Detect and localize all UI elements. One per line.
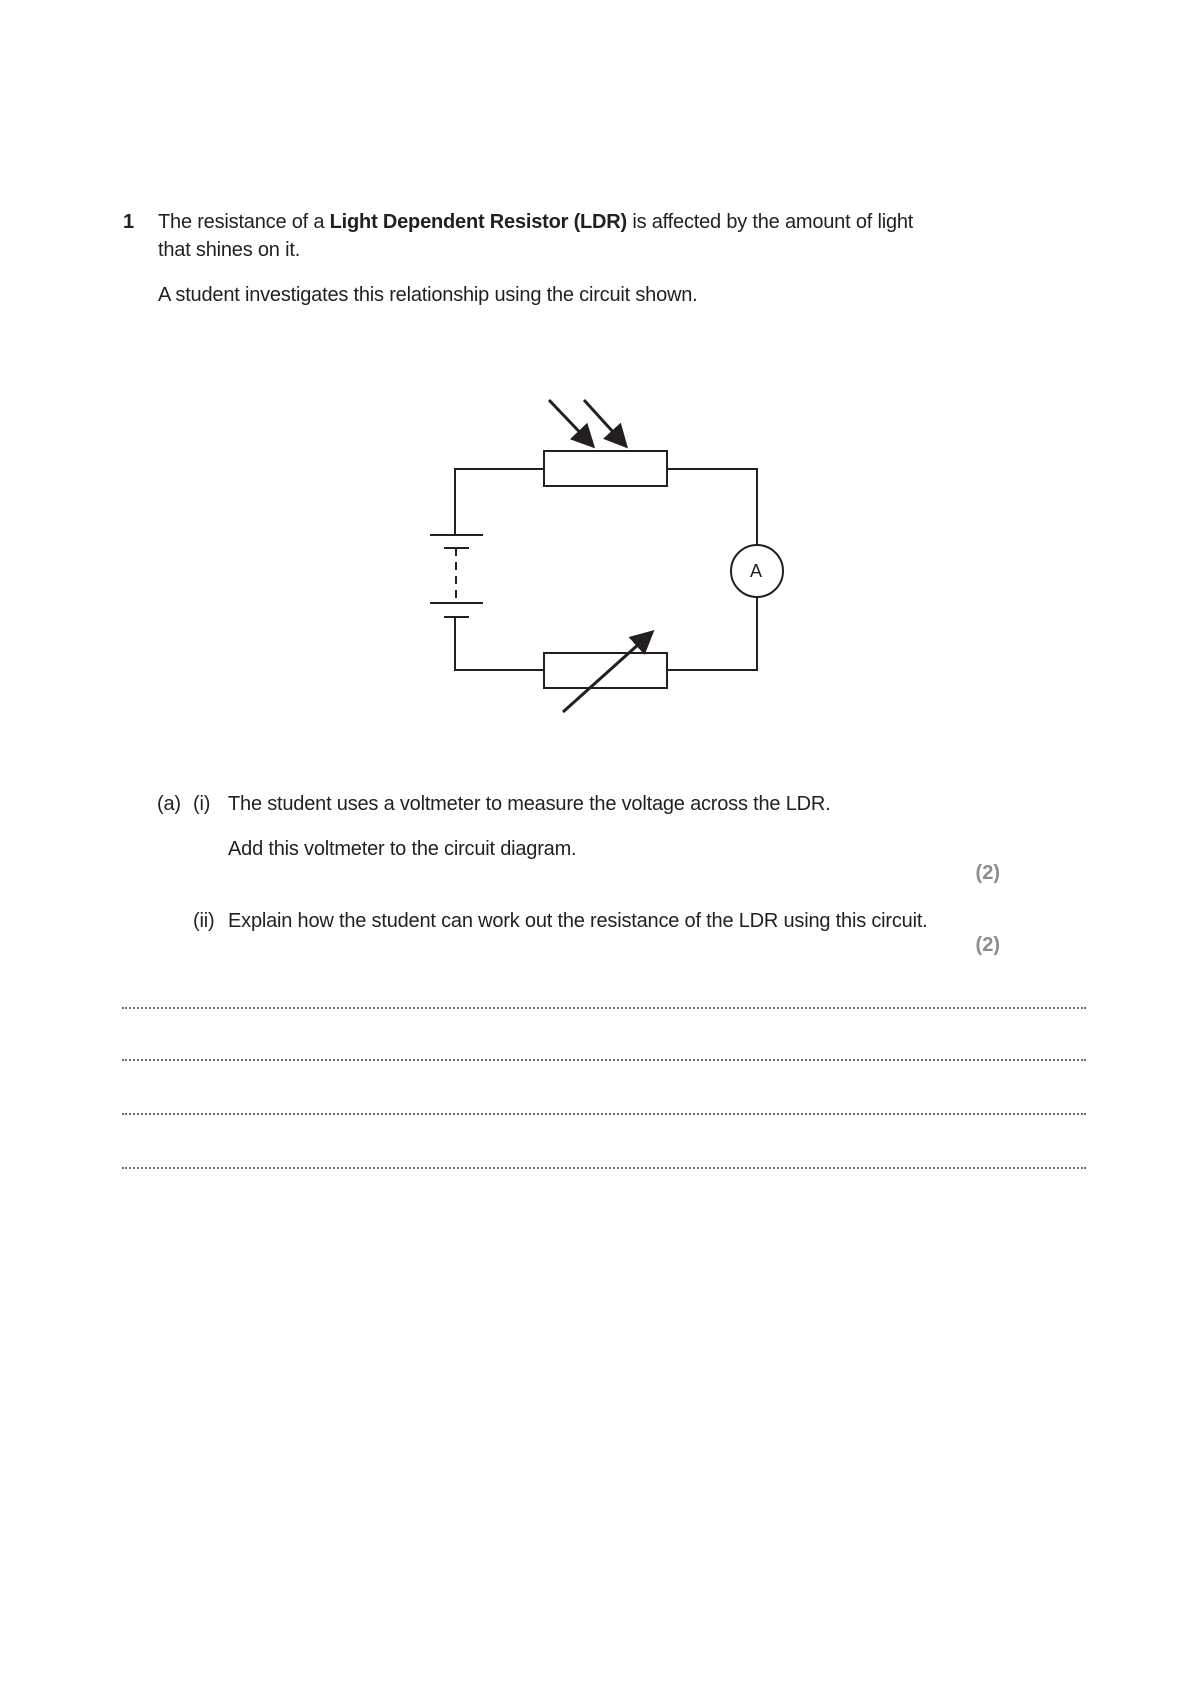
intro-text-part1: The resistance of a xyxy=(158,211,330,233)
part-a-ii-label: (ii) xyxy=(193,910,215,932)
answer-line[interactable] xyxy=(122,1007,1086,1009)
wire-bottom-left xyxy=(455,617,544,670)
part-a-i-marks: (2) xyxy=(975,862,1000,884)
battery xyxy=(430,535,483,617)
ammeter-label: A xyxy=(750,561,762,581)
part-a-i-text: The student uses a voltmeter to measure the voltage across the LDR. xyxy=(228,793,831,815)
wire-top-left xyxy=(455,469,544,535)
answer-line[interactable] xyxy=(122,1167,1086,1169)
intro-text-part2: is affected by the amount of light xyxy=(627,211,914,233)
question-intro-para2: A student investigates this relationship using the circuit shown. xyxy=(158,284,698,306)
light-arrow-1 xyxy=(549,400,591,444)
part-a-ii-marks: (2) xyxy=(975,934,1000,956)
circuit-diagram xyxy=(0,0,1200,760)
answer-line[interactable] xyxy=(122,1113,1086,1115)
part-a-i-label: (i) xyxy=(193,793,211,815)
wire-right-lower xyxy=(667,598,757,670)
wire-top-right xyxy=(667,469,757,545)
part-a-i-instruction: Add this voltmeter to the circuit diagram. xyxy=(228,838,577,860)
light-arrow-2 xyxy=(584,400,624,444)
variable-resistor xyxy=(544,653,667,688)
question-intro-line2: that shines on it. xyxy=(158,239,301,261)
ldr-resistor xyxy=(544,451,667,486)
intro-text-bold-term: Light Dependent Resistor (LDR) xyxy=(329,211,627,233)
answer-line[interactable] xyxy=(122,1059,1086,1061)
question-number: 1 xyxy=(123,211,134,233)
part-a-label: (a) xyxy=(157,793,181,815)
part-a-ii-text: Explain how the student can work out the resistance of the LDR using this circuit. xyxy=(228,910,928,932)
